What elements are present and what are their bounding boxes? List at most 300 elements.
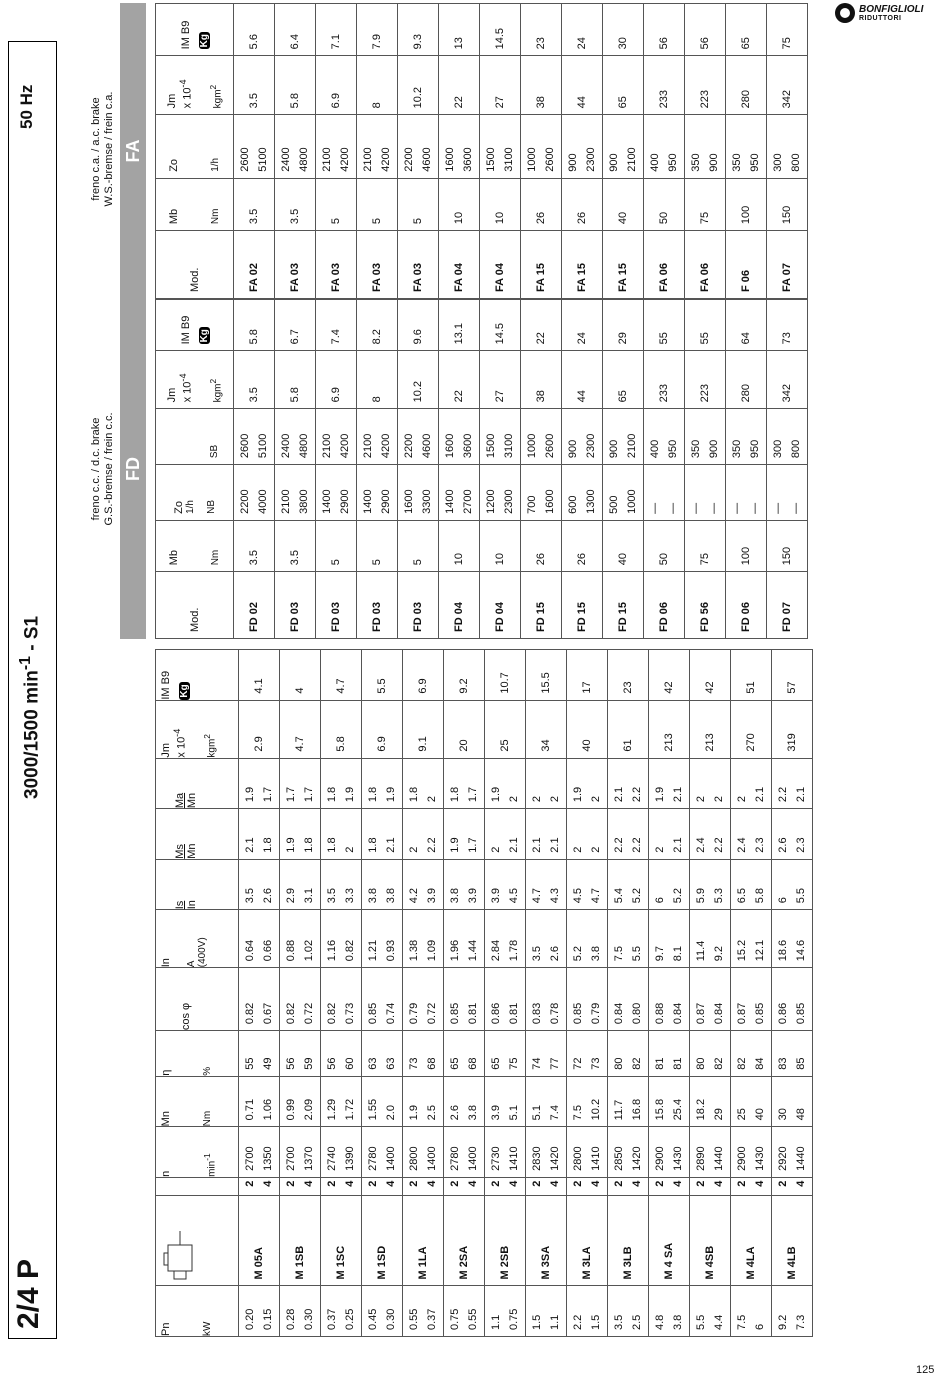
ma-value-b: 1.9: [344, 786, 356, 803]
motor-row: [690, 650, 731, 1337]
zo-value-a: 2600: [239, 147, 251, 172]
cos-value-a: 0.88: [654, 1002, 666, 1025]
cos-value-a: 0.85: [572, 1002, 584, 1025]
ms-value-b: 2: [590, 846, 602, 853]
mod-value: FD 03: [330, 602, 342, 632]
mn-value-b: 40: [754, 1108, 766, 1121]
ma-value-a: 1.9: [654, 786, 666, 803]
ma-value-a: 1.9: [244, 786, 256, 803]
mod-value: FD 03: [412, 602, 424, 632]
ms-value-b: 1.8: [303, 837, 315, 853]
ma-value-b: 1.7: [467, 786, 479, 803]
mb-value: 5: [330, 559, 342, 566]
cos-value-a: 0.87: [695, 1002, 707, 1025]
sb-value-b: 3100: [503, 433, 515, 459]
pn-value-a: 0.37: [326, 1308, 338, 1330]
n-value-b: 1400: [385, 1146, 397, 1171]
ms-value-a: 1.9: [285, 837, 297, 853]
n-value-a: 2700: [285, 1146, 297, 1171]
sb-value-b: 900: [708, 439, 720, 459]
kg-value: 17: [581, 681, 593, 694]
sb-value-a: 400: [649, 439, 661, 459]
n-value-a: 2920: [777, 1146, 789, 1171]
sb-value-a: 2100: [321, 433, 333, 459]
zo-value-b: 2100: [626, 147, 638, 172]
nb-value-a: 2100: [280, 489, 292, 514]
jm-value: 223: [699, 90, 711, 109]
jm-value: 20: [458, 739, 470, 752]
fd-row: [234, 300, 275, 639]
sb-value-a: 2200: [403, 433, 415, 459]
n-value-a: 2780: [449, 1146, 461, 1171]
eta-value-b: 68: [426, 1057, 438, 1070]
jm-value: 3.5: [248, 93, 260, 109]
sb-value-b: 4800: [298, 433, 310, 459]
is-value-a: 5.4: [613, 888, 625, 904]
in-value-a: 0.88: [285, 939, 297, 962]
hdr-in: In A (400V): [156, 910, 239, 968]
kg-value: 42: [663, 681, 675, 694]
ma-value-b: 2: [713, 796, 725, 803]
is-value-a: 3.8: [367, 888, 379, 904]
fd-row: [521, 300, 562, 639]
mod-value: FD 06: [740, 602, 752, 632]
jm-value: 61: [622, 739, 634, 752]
kg-value: 51: [745, 681, 757, 694]
kg-value: 56: [658, 37, 670, 50]
nb-value-a: —: [772, 502, 784, 514]
eta-value-a: 74: [531, 1057, 543, 1070]
mod-value: FA 04: [494, 263, 506, 292]
mn-value-a: 30: [777, 1108, 789, 1121]
fd-hdr-mb: Mb Nm: [156, 520, 234, 571]
type-value: M 1SB: [294, 1245, 306, 1280]
jm-value: 6.9: [376, 736, 388, 752]
cos-value-a: 0.82: [244, 1002, 256, 1025]
ms-value-b: 1.7: [467, 837, 479, 853]
ma-value-b: 2: [590, 796, 602, 803]
mb-value: 5: [330, 217, 342, 225]
n-value-a: 2780: [367, 1146, 379, 1171]
eta-value-b: 85: [795, 1057, 807, 1070]
fd-row: [316, 300, 357, 639]
sb-value-b: 950: [749, 439, 761, 459]
kg-value: 4: [294, 687, 306, 694]
nb-value-a: 700: [526, 495, 538, 514]
eta-value-b: 60: [344, 1057, 356, 1070]
pn-value-b: 2.5: [631, 1314, 643, 1330]
mb-value: 10: [453, 211, 465, 225]
ms-value-b: 2.1: [549, 837, 561, 853]
ma-value-b: 2: [508, 796, 520, 803]
n-value-b: 1430: [672, 1146, 684, 1171]
mod-value: FD 06: [658, 602, 670, 632]
jm-value: 280: [740, 90, 752, 109]
mb-value: 100: [740, 546, 752, 566]
pn-value-b: 1.5: [590, 1314, 602, 1330]
kg-value: 24: [576, 37, 588, 50]
ms-value-a: 2: [490, 846, 502, 853]
jm-value: 40: [581, 739, 593, 752]
in-value-b: 0.66: [262, 939, 274, 962]
pn-value-b: 4.4: [713, 1314, 725, 1330]
kg-value: 13: [453, 37, 465, 50]
mn-value-b: 1.06: [262, 1098, 274, 1121]
sb-value-a: 350: [731, 439, 743, 459]
in-value-b: 8.1: [672, 945, 684, 962]
eta-value-a: 56: [326, 1057, 338, 1070]
fa-row: [439, 4, 480, 299]
ms-value-b: 2.2: [713, 837, 725, 853]
zo-value-b: 900: [708, 153, 720, 172]
mn-value-a: 5.1: [531, 1105, 543, 1121]
motor-row: [731, 650, 772, 1337]
jm-value: 5.8: [335, 736, 347, 752]
n-value-b: 1440: [713, 1146, 725, 1171]
mn-value-b: 5.1: [508, 1105, 520, 1121]
in-value-a: 1.21: [367, 939, 379, 962]
in-value-b: 0.93: [385, 939, 397, 962]
mn-value-b: 2.5: [426, 1105, 438, 1121]
is-value-b: 3.3: [344, 888, 356, 904]
n-value-b: 1410: [508, 1146, 520, 1171]
zo-value-a: 300: [772, 153, 784, 172]
hdr-motor-icon: [156, 1196, 239, 1286]
mn-value-a: 7.5: [572, 1105, 584, 1121]
is-value-a: 3.5: [244, 888, 256, 904]
nb-value-b: 2900: [339, 489, 351, 514]
fd-header-row: [156, 300, 234, 639]
ma-value-a: 1.8: [367, 786, 379, 803]
mb-value: 3.5: [248, 208, 260, 225]
motor-row: [772, 650, 813, 1337]
fd-band: FD: [120, 299, 146, 639]
ma-value-b: 1.7: [262, 786, 274, 803]
in-value-a: 2.84: [490, 939, 502, 962]
mn-value-b: 2.09: [303, 1098, 315, 1121]
is-value-a: 6: [654, 897, 666, 904]
nb-value-b: —: [749, 502, 761, 514]
eta-value-a: 73: [408, 1057, 420, 1070]
kg-value: 75: [781, 37, 793, 50]
mn-value-a: 2.6: [449, 1105, 461, 1121]
pn-value-a: 1.1: [490, 1314, 502, 1330]
kg-value: 7.9: [371, 34, 383, 50]
mb-value: 75: [699, 553, 711, 566]
kg-value: 6.4: [289, 34, 301, 50]
nb-value-b: 3300: [421, 489, 433, 514]
fa-caption: freno c.a. / a.c. brake W.S.-bremse / frein c.a.: [90, 91, 115, 207]
ma-value-a: 2.2: [777, 786, 789, 803]
sb-value-b: 800: [790, 439, 802, 459]
in-value-b: 1.78: [508, 939, 520, 962]
in-value-b: 1.02: [303, 939, 315, 962]
is-value-b: 2.6: [262, 888, 274, 904]
pole-2: 2: [490, 1180, 502, 1187]
cos-value-b: 0.67: [262, 1002, 274, 1025]
nb-value-b: —: [708, 502, 720, 514]
kg-value: 4.1: [253, 678, 265, 694]
cos-value-b: 0.74: [385, 1002, 397, 1025]
nb-value-b: 1000: [626, 489, 638, 514]
jm-value: 223: [699, 384, 711, 403]
kg-value: 14.5: [494, 27, 506, 50]
jm-value: 9.1: [417, 736, 429, 752]
jm-value: 10.2: [412, 380, 424, 403]
ms-value-a: 2.1: [531, 837, 543, 853]
mod-value: F 06: [740, 269, 752, 292]
in-value-b: 1.09: [426, 939, 438, 962]
fd-row: [480, 300, 521, 639]
ms-value-b: 2.1: [385, 837, 397, 853]
mod-value: FD 02: [248, 602, 260, 632]
fd-row: [644, 300, 685, 639]
nb-value-b: 3800: [298, 489, 310, 514]
pn-value-b: 0.75: [508, 1308, 520, 1330]
kg-value: 24: [576, 332, 588, 345]
jm-value: 213: [704, 733, 716, 752]
ms-value-b: 2.3: [795, 837, 807, 853]
cos-value-b: 0.72: [303, 1002, 315, 1025]
mn-value-b: 29: [713, 1108, 725, 1121]
eta-value-a: 65: [490, 1057, 502, 1070]
fa-row: [603, 4, 644, 299]
in-value-b: 9.2: [713, 945, 725, 962]
type-value: M 05A: [253, 1247, 265, 1280]
pole-2: 2: [654, 1180, 666, 1187]
n-value-a: 2850: [613, 1146, 625, 1171]
kg-value: 56: [699, 37, 711, 50]
eta-value-a: 56: [285, 1057, 297, 1070]
jm-value: 5.8: [289, 387, 301, 403]
mn-value-b: 2.0: [385, 1105, 397, 1121]
ma-value-b: 2.1: [795, 786, 807, 803]
fd-hdr-jm: Jm x $10^{-4}$ kgm$^2$: [156, 351, 234, 409]
pn-value-a: 2.2: [572, 1314, 584, 1330]
pn-value-a: 7.5: [736, 1314, 748, 1330]
ma-value-a: 1.9: [572, 786, 584, 803]
fd-hdr-mod: Mod.: [156, 572, 234, 639]
in-value-a: 3.5: [531, 945, 543, 962]
kg-value: 64: [740, 332, 752, 345]
n-value-a: 2800: [572, 1146, 584, 1171]
pn-value-b: 0.15: [262, 1308, 274, 1330]
ms-value-a: 2.4: [695, 837, 707, 853]
is-value-a: 6: [777, 897, 789, 904]
in-value-a: 7.5: [613, 945, 625, 962]
is-value-b: 3.9: [467, 888, 479, 904]
jm-value: 27: [494, 390, 506, 403]
ma-value-a: 1.8: [326, 786, 338, 803]
n-value-a: 2900: [736, 1146, 748, 1171]
cos-value-a: 0.83: [531, 1002, 543, 1025]
title-speed: [17, 616, 43, 799]
eta-value-a: 63: [367, 1057, 379, 1070]
mn-value-a: 1.9: [408, 1105, 420, 1121]
motor-row: [444, 650, 485, 1337]
nb-value-a: 2200: [239, 489, 251, 514]
is-value-a: 4.7: [531, 888, 543, 904]
n-value-b: 1440: [795, 1146, 807, 1171]
ms-value-a: 1.8: [367, 837, 379, 853]
motor-row: [280, 650, 321, 1337]
ma-value-a: 1.8: [408, 786, 420, 803]
cos-value-b: 0.80: [631, 1002, 643, 1025]
fd-hdr-nb: Zo 1/h NB: [156, 465, 234, 521]
fd-row: [398, 300, 439, 639]
mb-value: 3.5: [289, 208, 301, 225]
zo-value-b: 4200: [380, 147, 392, 172]
pole-4: 4: [631, 1180, 643, 1187]
cos-value-a: 0.84: [613, 1002, 625, 1025]
cos-value-b: 0.81: [467, 1002, 479, 1025]
mb-value: 75: [699, 211, 711, 225]
is-value-a: 5.9: [695, 888, 707, 904]
mb-value: 26: [535, 211, 547, 225]
cos-value-b: 0.85: [754, 1002, 766, 1025]
fa-table: [155, 3, 808, 299]
n-value-b: 1410: [590, 1146, 602, 1171]
sb-value-a: 900: [567, 439, 579, 459]
ma-value-a: 1.9: [490, 786, 502, 803]
fa-hdr-zo: Zo 1/h: [156, 115, 234, 178]
mod-value: FD 15: [576, 602, 588, 632]
is-value-a: 3.8: [449, 888, 461, 904]
eta-value-a: 81: [654, 1057, 666, 1070]
zo-value-a: 1000: [526, 147, 538, 172]
zo-value-a: 350: [690, 153, 702, 172]
ma-value-b: 1.9: [385, 786, 397, 803]
pole-4: 4: [754, 1180, 766, 1187]
mb-value: 10: [453, 553, 465, 566]
mn-value-b: 7.4: [549, 1105, 561, 1121]
eta-value-b: 73: [590, 1057, 602, 1070]
kg-value: 73: [781, 332, 793, 345]
in-value-a: 5.2: [572, 945, 584, 962]
pole-4: 4: [713, 1180, 725, 1187]
ms-value-b: 2.2: [631, 837, 643, 853]
n-value-b: 1420: [549, 1146, 561, 1171]
jm-value: 44: [576, 96, 588, 109]
mod-value: FA 04: [453, 263, 465, 292]
is-value-a: 4.5: [572, 888, 584, 904]
hdr-eta: η %: [156, 1031, 239, 1077]
hdr-imb9: IM B9 Kg: [156, 650, 239, 701]
cos-value-a: 0.82: [285, 1002, 297, 1025]
mod-value: FA 03: [330, 263, 342, 292]
sb-value-a: 300: [772, 439, 784, 459]
mn-value-b: 25.4: [672, 1098, 684, 1121]
eta-value-b: 84: [754, 1057, 766, 1070]
cos-value-a: 0.86: [777, 1002, 789, 1025]
ma-value-a: 2: [695, 796, 707, 803]
pole-2: 2: [777, 1180, 789, 1187]
mod-value: FD 15: [617, 602, 629, 632]
kg-value: 29: [617, 332, 629, 345]
sb-value-a: 1000: [526, 433, 538, 459]
nb-value-b: 2700: [462, 489, 474, 514]
pole-4: 4: [426, 1180, 438, 1187]
cos-value-b: 0.84: [672, 1002, 684, 1025]
mod-value: FA 02: [248, 263, 260, 292]
pole-2: 2: [531, 1180, 543, 1187]
jm-value: 8: [371, 102, 383, 109]
n-value-a: 2730: [490, 1146, 502, 1171]
eta-value-b: 68: [467, 1057, 479, 1070]
type-value: M 1SC: [335, 1245, 347, 1280]
kg-value: 23: [535, 37, 547, 50]
pn-value-b: 3.8: [672, 1314, 684, 1330]
kg-value: 5.5: [376, 678, 388, 694]
pole-2: 2: [367, 1180, 379, 1187]
n-value-b: 1350: [262, 1146, 274, 1171]
mb-value: 40: [617, 211, 629, 225]
in-value-a: 18.6: [777, 939, 789, 962]
eta-value-a: 65: [449, 1057, 461, 1070]
jm-value: 38: [535, 390, 547, 403]
kg-value: 23: [622, 681, 634, 694]
mb-value: 100: [740, 205, 752, 225]
fa-row: [234, 4, 275, 299]
kg-value: 10.7: [499, 672, 511, 694]
nb-value-a: 1600: [403, 489, 415, 514]
fa-hdr-mod: Mod.: [156, 231, 234, 299]
type-value: M 2SA: [458, 1245, 470, 1280]
motor-row: [526, 650, 567, 1337]
sb-value-b: 4600: [421, 433, 433, 459]
n-value-b: 1400: [467, 1146, 479, 1171]
pole-2: 2: [736, 1180, 748, 1187]
kg-value: 9.6: [412, 329, 424, 345]
mn-value-a: 1.29: [326, 1098, 338, 1121]
nb-value-a: 1400: [444, 489, 456, 514]
is-value-a: 4.2: [408, 888, 420, 904]
type-value: M 2SB: [499, 1245, 511, 1280]
n-value-b: 1370: [303, 1146, 315, 1171]
ms-value-a: 2: [408, 846, 420, 853]
jm-value: 2.9: [253, 736, 265, 752]
ms-value-b: 2.1: [508, 837, 520, 853]
jm-value: 4.7: [294, 736, 306, 752]
mn-value-b: 16.8: [631, 1098, 643, 1121]
ms-value-b: 2.2: [426, 837, 438, 853]
title-poles: 2/4 P: [12, 1258, 45, 1329]
type-value: M 1SD: [376, 1245, 388, 1280]
zo-value-b: 2300: [585, 147, 597, 172]
pn-value-a: 0.20: [244, 1308, 256, 1330]
in-value-b: 14.6: [795, 939, 807, 962]
type-value: M 4LB: [786, 1246, 798, 1280]
jm-value: 22: [453, 96, 465, 109]
sb-value-b: 5100: [257, 433, 269, 459]
zo-value-b: 3600: [462, 147, 474, 172]
pole-4: 4: [508, 1180, 520, 1187]
ma-value-b: 2.1: [754, 786, 766, 803]
is-value-b: 5.2: [672, 888, 684, 904]
in-value-a: 1.96: [449, 939, 461, 962]
n-value-a: 2830: [531, 1146, 543, 1171]
mn-value-b: 1.72: [344, 1098, 356, 1121]
zo-value-a: 1600: [444, 147, 456, 172]
kg-value: 9.2: [458, 678, 470, 694]
mn-value-a: 15.8: [654, 1098, 666, 1121]
jm-value: 34: [540, 739, 552, 752]
mod-value: FA 15: [535, 263, 547, 292]
kg-value: 7.4: [330, 329, 342, 345]
nb-value-b: 2900: [380, 489, 392, 514]
fd-row: [357, 300, 398, 639]
nb-value-b: 1300: [585, 489, 597, 514]
